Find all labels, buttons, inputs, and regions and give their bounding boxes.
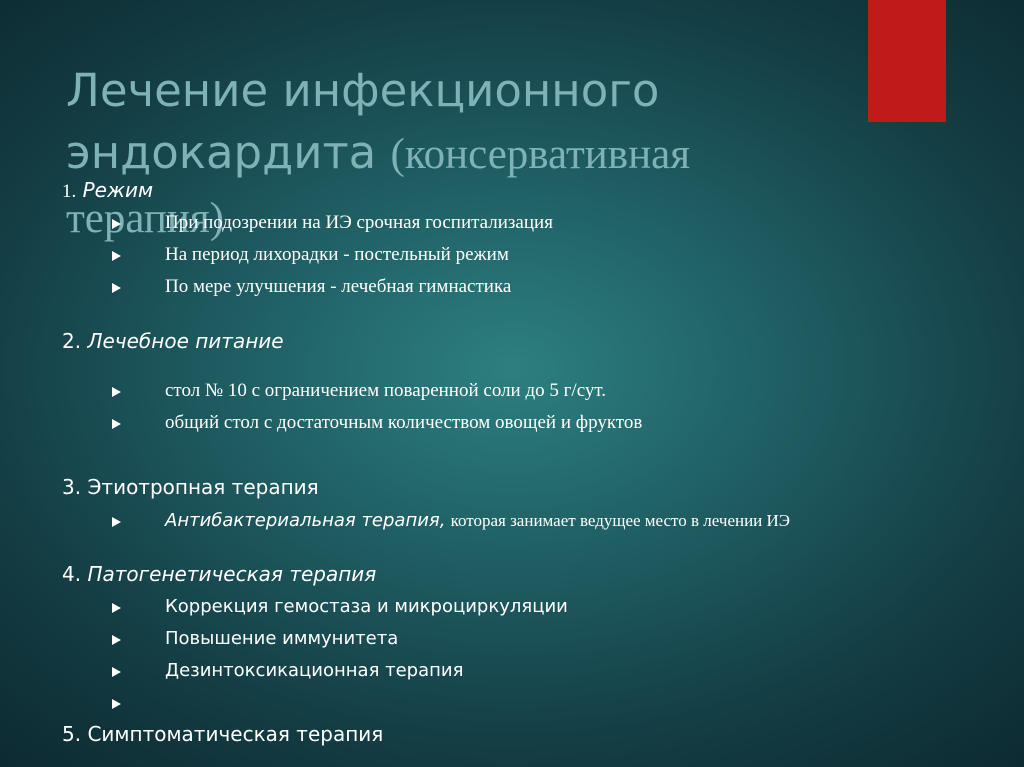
list-item-italic: Антибактериальная терапия <box>165 510 440 531</box>
section-label: Лечебное питание <box>87 329 284 353</box>
section-number: 2. <box>62 329 82 353</box>
section-heading-symptomatic <box>62 722 383 746</box>
section-label: Режим <box>82 178 154 202</box>
list-item-text <box>165 510 790 532</box>
red-accent-bar <box>868 0 946 122</box>
section-label: Симптоматическая терапия <box>87 722 384 746</box>
bullet-arrow-icon <box>112 219 121 229</box>
list-item-text: стол № 10 с ограничением поваренной соли до 5 г/сут. <box>165 380 607 401</box>
list-item-comma: , <box>439 510 446 531</box>
title-line-2: эндокардита <box>66 126 377 179</box>
bullet-arrow-icon <box>112 603 121 613</box>
section-number: 4. <box>62 562 82 586</box>
section-heading-pathogenetic <box>62 562 376 586</box>
list-item-text: Дезинтоксикационная терапия <box>165 660 464 681</box>
list-item-rest: которая занимает ведущее место в лечении ИЭ <box>450 511 791 530</box>
list-item-text: Повышение иммунитета <box>165 628 399 649</box>
section-heading-etiotropic <box>62 475 319 499</box>
bullet-arrow-icon <box>112 419 121 429</box>
bullet-arrow-icon <box>112 635 121 645</box>
section-heading-nutrition <box>62 329 284 353</box>
section-number: 3. <box>62 475 82 499</box>
section-label: Патогенетическая терапия <box>87 562 377 586</box>
section-label: Этиотропная терапия <box>87 475 319 499</box>
section-number: 5. <box>62 722 82 746</box>
title-subtitle: (консервативная терапия) <box>66 131 690 242</box>
bullet-arrow-icon <box>112 387 121 397</box>
bullet-arrow-icon <box>112 283 121 293</box>
list-item-text: При подозрении на ИЭ срочная госпитализация <box>165 212 553 233</box>
list-item-text: По мере улучшения - лечебная гимнастика <box>165 276 512 297</box>
bullet-arrow-icon <box>112 251 121 261</box>
bullet-arrow-icon <box>112 517 121 527</box>
list-item-text: Коррекция гемостаза и микроциркуляции <box>165 596 568 617</box>
bullet-arrow-icon <box>112 699 121 709</box>
section-number: 1. <box>62 181 77 202</box>
list-item-text: На период лихорадки - постельный режим <box>165 244 509 265</box>
section-heading-regime <box>62 178 153 203</box>
title-line-1: Лечение инфекционного <box>66 64 660 117</box>
list-item-text: общий стол с достаточным количеством овощей и фруктов <box>165 412 643 433</box>
bullet-arrow-icon <box>112 667 121 677</box>
